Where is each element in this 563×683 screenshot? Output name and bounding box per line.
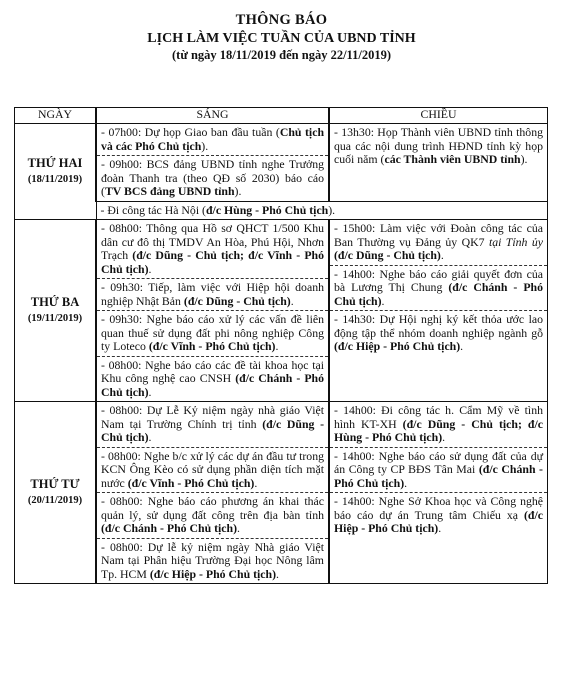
item-punct: . [148, 430, 152, 444]
item-text: - 07h00: Dự họp Giao ban đầu tuần ( [101, 125, 280, 139]
morning-cell [96, 124, 329, 202]
schedule-item [97, 311, 328, 357]
full-day-cell [96, 201, 548, 220]
item-text: - 08h00: Dự Lễ Kỷ niệm ngày nhà giáo Việt Nam tại Trường Chính trị tỉnh [101, 403, 324, 431]
item-assignee: (đ/c Vĩnh - Phó Chủ tịch) [127, 475, 255, 490]
col-afternoon-header: CHIỀU [329, 108, 548, 124]
item-punct: . [381, 293, 385, 308]
item-assignee: (đ/c Dũng - Chủ tịch; đ/c Vĩnh - Phó Chủ tịch) [101, 248, 324, 276]
item-punct: . [276, 566, 279, 581]
item-assignee: (đ/c Dũng - Chủ tịch) [183, 293, 291, 308]
schedule-item [330, 493, 547, 538]
day-name: THỨ BA [30, 294, 80, 309]
item-punct: . [237, 521, 240, 535]
item-assignee: (đ/c Dũng - Chủ tịch) [101, 416, 325, 444]
item-punct: . [275, 339, 279, 353]
item-punct: . [460, 339, 464, 353]
day-name: THỨ HAI [27, 155, 83, 170]
morning-cell [96, 402, 329, 584]
item-punct: . [440, 248, 444, 262]
item-assignee: (đ/c Hiệp - Phó Chủ tịch) [334, 507, 543, 535]
item-text: - 13h30: Họp Thành viên UBND tỉnh thông qua các nội dung trình HĐND tỉnh kỳ họp cuối năm ( [334, 125, 543, 166]
schedule-item [330, 448, 547, 494]
item-text: - 08h00: Nghe báo cáo phương án khai thác quản lý, sử dụng đất công trên địa bàn tỉnh [101, 494, 324, 522]
item-text: - 14h00: Đi công tác h. Cẩm Mỹ về tình hình KT-XH [334, 403, 543, 431]
item-assignee: (đ/c Dũng - Chủ tịch; đ/c Hùng - Phó Chủ tịch) [334, 416, 543, 444]
item-text: - 08h00: Nghe báo cáo các đề tài khoa học tại Khu công nghệ cao CNSH [101, 357, 324, 385]
schedule-item [97, 279, 328, 311]
item-punct: ). [234, 184, 242, 198]
item-assignee: TV BCS đảng UBND tỉnh [104, 184, 235, 198]
schedule-subtitle: LỊCH LÀM VIỆC TUẦN CỦA UBND TỈNH [147, 31, 416, 46]
item-assignee: đ/c Hùng - Phó Chủ tịch [205, 202, 329, 217]
item-assignee: (đ/c Chánh - Phó Chủ tịch) [334, 280, 543, 308]
schedule-item [97, 156, 328, 201]
item-assignee: các Thành viên UBND tỉnh [384, 152, 521, 166]
item-punct: . [404, 475, 408, 490]
item-punct: . [254, 475, 258, 490]
schedule-item [97, 357, 328, 402]
item-punct: . [442, 430, 446, 444]
item-text: - 09h30: Tiếp, làm việc với Hiệp hội doanh nghiệp Nhật Bản [101, 280, 324, 308]
item-assignee: (đ/c Chánh - Phó Chủ tịch) [101, 521, 238, 535]
day-cell [15, 402, 97, 584]
item-assignee: (đ/c Hiệp - Phó Chủ tịch) [334, 339, 461, 353]
col-morning-header: SÁNG [96, 108, 329, 124]
item-assignee: (đ/c Chánh - Phó Chủ tịch) [101, 371, 325, 399]
col-day-header: NGÀY [15, 108, 97, 124]
item-text: - 08h00: Dự lễ kỷ niệm ngày Nhà giáo Việt Nam tại Phân hiệu Trường Đại học Nông lâm Tp. HCM [101, 539, 324, 581]
afternoon-cell [329, 220, 548, 402]
afternoon-cell [329, 124, 548, 202]
document-header [0, 13, 563, 63]
schedule-item [330, 266, 547, 312]
schedule-item [97, 402, 328, 448]
item-punct: ). [201, 138, 209, 153]
day-row [15, 402, 548, 584]
item-text: - 14h30: Dự Hội nghị ký kết thỏa ước lao động tập thể nhóm doanh nghiệp ngành gỗ [334, 312, 543, 340]
item-assignee: (đ/c Hiệp - Phó Chủ tịch) [149, 566, 277, 581]
item-text: - 14h00: Nghe Sở Khoa học và Công nghệ báo cáo dự án Trung tâm Chiếu xạ [334, 494, 543, 522]
schedule-item [330, 124, 547, 169]
item-punct: . [438, 521, 442, 535]
notice-title: THÔNG BÁO [235, 12, 328, 28]
schedule-item [330, 402, 547, 448]
day-cell [15, 124, 97, 220]
day-date: (20/11/2019) [27, 495, 83, 506]
schedule-item [97, 539, 328, 584]
item-text: - 14h00: Nghe báo cáo sử dụng đất của dự án Công ty CP BĐS Tân Mai [334, 448, 543, 476]
day-cell [15, 220, 97, 402]
table-header-row [15, 108, 548, 124]
item-text: - 08h00: Thông qua Hồ sơ QHCT 1/500 Khu dân cư đô thị TMDV An Hòa, Phú Hội, Nhơn Trạch [101, 221, 324, 262]
item-text: - 15h00: Làm việc với Đoàn công tác của Ban Thường vụ Đảng ủy QK7 [334, 221, 543, 249]
morning-cell [96, 220, 329, 402]
item-punct: . [290, 293, 294, 308]
item-text: - 09h00: BCS đảng UBND tỉnh nghe Trưởng đoàn Thanh tra (theo QĐ số 2030) báo cáo ( [101, 157, 324, 198]
item-assignee: (đ/c Vĩnh - Phó Chủ tịch) [148, 339, 276, 353]
item-punct: . [148, 261, 152, 276]
item-assignee: (đ/c Chánh - Phó Chủ tịch) [334, 462, 543, 490]
afternoon-cell [329, 402, 548, 584]
schedule-table [14, 107, 548, 584]
item-punct: ). [328, 202, 336, 217]
day-name: THỨ TƯ [30, 476, 80, 491]
day-row [15, 124, 548, 202]
schedule-item [97, 493, 328, 539]
day-date: (19/11/2019) [27, 313, 83, 324]
item-text: - 09h30: Nghe báo cáo xử lý các vấn đề liên quan thuế sử dụng đất phi nông nghiệp Công ty Loteco [101, 312, 324, 353]
item-assignee: Chủ tịch và các Phó Chủ tịch [101, 125, 325, 153]
item-punct: . [148, 384, 152, 399]
item-punct: ). [520, 152, 528, 166]
day-date: (18/11/2019) [27, 174, 83, 185]
item-text: - 08h00: Nghe b/c xử lý các dự án đầu tư trong KCN Ông Kèo có sử dụng phần diện tích mặt nước [101, 448, 324, 490]
schedule-item [330, 311, 547, 356]
date-range: (từ ngày 18/11/2019 đến ngày 22/11/2019) [172, 48, 391, 62]
item-assignee: (đ/c Dũng - Chủ tịch) [334, 248, 441, 262]
item-text: - 14h00: Nghe báo cáo giải quyết đơn của bà Lương Thị Chung [334, 266, 543, 294]
schedule-item [97, 124, 328, 156]
schedule-item [97, 220, 328, 279]
schedule-item [330, 220, 547, 266]
item-location: tại Tỉnh ủy [488, 234, 544, 249]
day-row [15, 220, 548, 402]
schedule-item [97, 448, 328, 494]
item-text: - Đi công tác Hà Nội ( [100, 202, 206, 217]
